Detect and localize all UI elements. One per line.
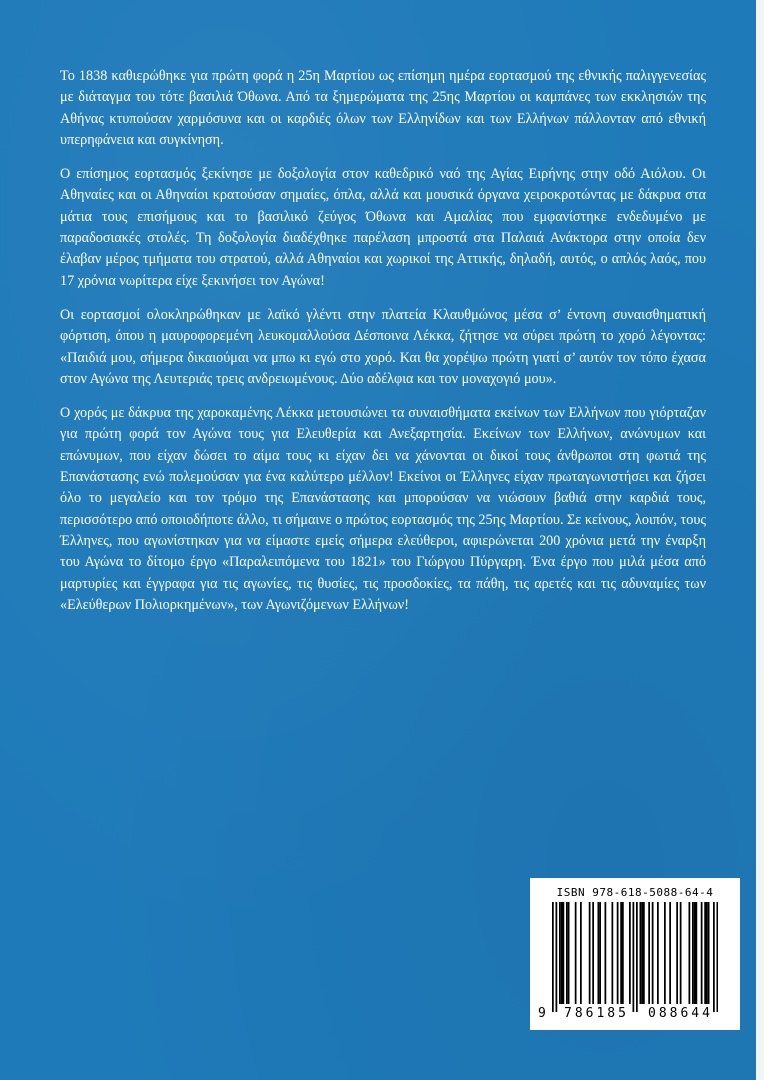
page-edge (756, 0, 764, 1080)
barcode-bar (657, 902, 659, 1004)
blurb-paragraph-4: Ο χορός με δάκρυα της χαροκαμένης Λέκκα μετουσιώνει τα συναισθήματα εκείνων των Ελλήνων που γιόρταζαν για πρώτη φορά τον Αγώνα τους για Ελευθερία και Ανεξαρτησία. Εκείνων των Ελλήνων, ανώνυμων και επώνυμων, που είχαν δώσει το αίμα τους κι είχαν δει να χάνονται οι δικοί τους άνθρωποι στη φωτιά της Επανάστασης ενώ πολεμούσαν για ένα καλύτερο μέλλον! Εκείνοι οι Έλληνες είχαν πρωταγωνιστήσει και ζήσει όλο το μεγαλείο και τον τρόμο της Επανάστασης και μπορούσαν να νιώσουν βαθιά στην καρδιά τους, περισσότερο από οποιοδήποτε άλλο, τι σήμαινε ο πρώτος εορτασμός της 25ης Μαρτίου. Σε κείνους, λοιπόν, τους Έλληνες, που αγωνίστηκαν για να είμαστε εμείς σήμερα ελεύθεροι, αφιερώνεται 200 χρόνια μετά την έναρξη του Αγώνα το δίτομο έργο «Παραλειπόμενα του 1821» του Γιώργου Πύργαρη. Ένα έργο που μιλά μέσα από μαρτυρίες και έγγραφα για τις αγωνίες, τις θυσίες, τις προσδοκίες, τα πάθη, τις αρετές και τις αδυναμίες των «Ελεύθερων Πολιορκημένων», των Αγωνιζόμενων Ελλήνων! (60, 405, 706, 613)
barcode-bar (669, 902, 671, 1004)
barcode-bar (680, 902, 682, 1004)
barcode-bar (599, 902, 601, 1004)
barcode-bar (568, 902, 570, 1004)
barcode-bar (592, 902, 594, 1004)
blurb-text (60, 66, 706, 629)
barcode-bar (717, 902, 719, 1012)
barcode-bar (612, 902, 614, 1004)
barcode-bar (706, 902, 708, 1004)
barcode-bar (617, 902, 619, 1004)
blurb-paragraph-2: Ο επίσημος εορτασμός ξεκίνησε με δοξολογία στον καθεδρικό ναό της Αγίας Ειρήνης στην οδό Αιόλου. Οι Αθηναίες και οι Αθηναίοι κρατούσαν σημαίες, όπλα, αλλά και μουσικά όργανα χειροκροτώντας με δάκρυα στα μάτια τους επισήμους και το βασιλικό ζεύγος Όθωνα και Αμαλίας που εμφανίστηκε ενδεδυμένο με παραδοσιακές στολές. Τη δοξολογία διαδέχθηκε παρέλαση μπροστά στα Παλαιά Ανάκτορα στην οποία δεν έλαβαν μέρος τμήματα του στρατού, αλλά Αθηναίοι και χωρικοί της Αττικής, δηλαδή, αυτός, ο απλός λαός, που 17 χρόνια νωρίτερα είχε ξεκινήσει τον Αγώνα! (60, 166, 706, 289)
barcode-bar (664, 902, 666, 1004)
barcode-bar (566, 902, 568, 1004)
barcode-bar (633, 902, 635, 1012)
barcode-bar (648, 902, 650, 1004)
isbn-barcode-box (530, 878, 740, 1030)
barcode-bar (640, 902, 642, 1004)
barcode-bar (629, 902, 631, 1004)
barcode-bar (692, 902, 694, 1004)
barcode-bar (652, 902, 654, 1004)
barcode-bar (643, 902, 645, 1004)
barcode-bar (696, 902, 698, 1004)
barcode-bar (694, 902, 696, 1004)
barcode-digits-left: 786185 (564, 1006, 629, 1021)
barcode-bar (689, 902, 691, 1004)
barcode-icon (552, 902, 718, 1014)
barcode-bar (552, 902, 554, 1012)
barcode-bar (598, 902, 600, 1004)
barcode-bar (563, 902, 565, 1004)
blurb-paragraph-1: Το 1838 καθιερώθηκε για πρώτη φορά η 25η Μαρτίου ως επίσημη ημέρα εορτασμού της εθνικής παλιγγενεσίας με διάταγμα του τότε βασιλιά Όθωνα. Από τα ξημερώματα της 25ης Μαρτίου οι καμπάνες των εκκλησιών της Αθήνας κτυπούσαν χαρμόσυνα και οι καρδιές όλων των Ελληνίδων και των Ελλήνων πάλλονταν από εθνική υπερηφάνεια και συγκίνηση. (60, 68, 706, 148)
barcode-bar (641, 902, 643, 1004)
blurb-paragraph-3: Οι εορτασμοί ολοκληρώθηκαν με λαϊκό γλέντι στην πλατεία Κλαυθμώνος μέσα σ’ έντονη συναισθηματική φόρτιση, όπου η μαυροφορεμένη λευκομαλλούσα Δέσποινα Λέκκα, ζήτησε να σύρει πρώτη το χορό λέγοντας: «Παιδιά μου, σήμερα δικαιούμαι να μπω κι εγώ στο χορό. Και θα χορέψω πρώτη γιατί σ’ αυτόν τον τόπο έχασα στον Αγώνα της Λευτεριάς τρεις ανδρειωμένους. Δύο αδέλφια και τον μοναχογιό μου». (60, 306, 706, 387)
barcode-bar (605, 902, 607, 1004)
barcode-bar (636, 902, 638, 1012)
barcode-bar (580, 902, 582, 1004)
barcode-bar (622, 902, 624, 1004)
barcode-bar (559, 902, 561, 1004)
barcode-bar (708, 902, 710, 1004)
isbn-label: ISBN 978-618-5088-64-4 (556, 886, 714, 899)
barcode-bar (589, 902, 591, 1004)
barcode-bar (556, 902, 558, 1012)
barcode-digit-first: 9 (538, 1006, 546, 1021)
barcode-bar (704, 902, 706, 1004)
barcode-bar (561, 902, 563, 1004)
barcode-bar (620, 902, 622, 1004)
barcode-bar (713, 902, 715, 1012)
barcode-digits-right: 088644 (648, 1006, 713, 1021)
barcode-bar (701, 902, 703, 1004)
barcode-bar (575, 902, 577, 1004)
barcode-bar (676, 902, 678, 1004)
